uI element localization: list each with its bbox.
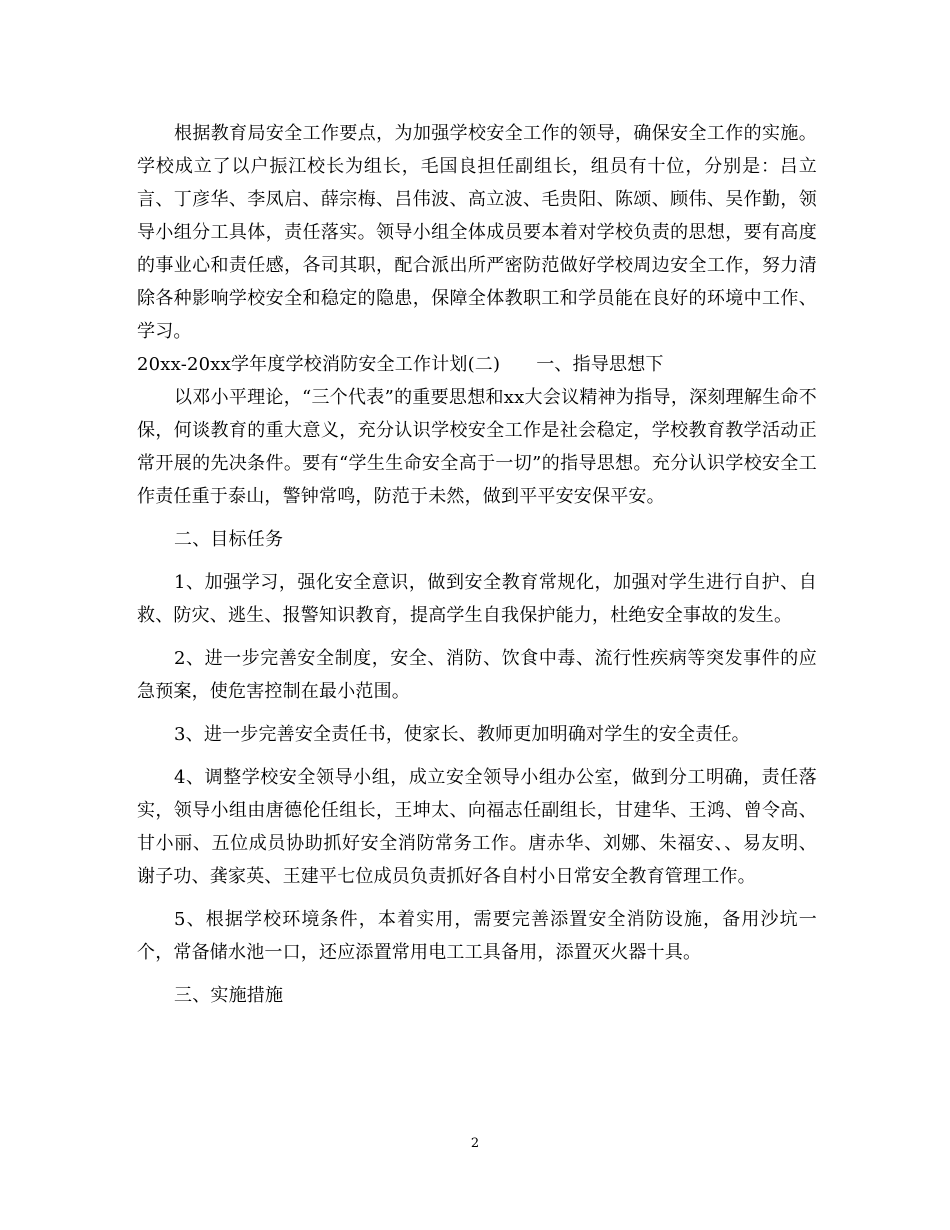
list-item-goal-1: 1、加强学习，强化安全意识，做到安全教育常规化，加强对学生进行自护、自救、防灾、逃生、报警知识教育，提高学生自我保护能力，杜绝安全事故的发生。: [137, 572, 817, 626]
plan-title: 20xx-20xx学年度学校消防安全工作计划(二): [137, 354, 501, 375]
list-item-goal-3: 3、进一步完善安全责任书，使家长、教师更加明确对学生的安全责任。: [174, 724, 750, 745]
list-item-goal-2: 2、进一步完善安全制度，安全、消防、饮食中毒、流行性疾病等突发事件的应急预案，使危害控制在最小范围。: [137, 648, 817, 702]
section-heading-measures: 三、实施措施: [174, 985, 284, 1006]
paragraph-guiding-thought: 以邓小平理论，“三个代表”的重要思想和xx大会议精神为指导，深刻理解生命不保，何谈教育的重大意义，充分认识学校安全工作是社会稳定，学校教育教学活动正常开展的先决条件。要有“学生生命安全高于一切”的指导思想。充分认识学校安全工作责任重于泰山，警钟常鸣，防范于未然，做到平平安安保平安。: [137, 387, 817, 507]
list-item-goal-4: 4、调整学校安全领导小组，成立安全领导小组办公室，做到分工明确，责任落实，领导小组由唐德伦任组长，王坤太、向福志任副组长，甘建华、王鸿、曾令高、甘小丽、五位成员协助抓好安全消防常务工作。唐赤华、刘娜、朱福安、、易友明、谢子功、龚家英、王建平七位成员负责抓好各自村小日常安全教育管理工作。: [137, 767, 817, 887]
section-heading-goals: 二、目标任务: [174, 529, 284, 550]
page-number: 2: [470, 1136, 480, 1151]
document-body: [137, 117, 817, 1012]
section-guiding-thought: 一、指导思想下: [536, 354, 664, 375]
list-item-goal-5: 5、根据学校环境条件，本着实用，需要完善添置安全消防设施，备用沙坑一个，常备储水池一口，还应添置常用电工工具备用，添置灭火器十具。: [137, 909, 817, 963]
paragraph-safety-leadership: 根据教育局安全工作要点，为加强学校安全工作的领导，确保安全工作的实施。学校成立了以户振江校长为组长，毛国良担任副组长，组员有十位，分别是：吕立言、丁彦华、李凤启、薛宗梅、吕伟波、高立波、毛贵阳、陈颂、顾伟、吴作勤，领导小组分工具体，责任落实。领导小组全体成员要本着对学校负责的思想，要有高度的事业心和责任感，各司其职，配合派出所严密防范做好学校周边安全工作，努力清除各种影响学校安全和稳定的隐患，保障全体教职工和学员能在良好的环境中工作、学习。: [137, 123, 817, 342]
plan-heading-line: [137, 348, 817, 381]
